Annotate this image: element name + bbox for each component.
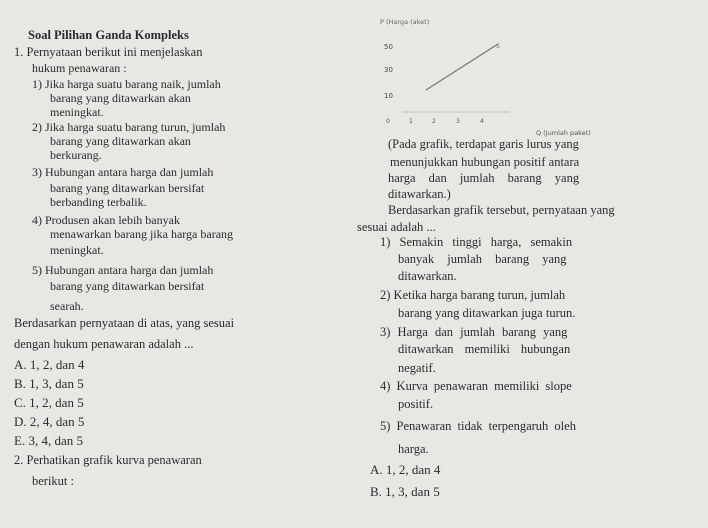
graph-x-tick-3: 3 bbox=[456, 118, 460, 125]
q2-statement-5-l2: harga. bbox=[398, 442, 429, 456]
supply-curve-graph bbox=[380, 4, 620, 140]
q2-statement-2-l2: barang yang ditawarkan juga turun. bbox=[398, 306, 576, 320]
q2-statement-3-l3: negatif. bbox=[398, 361, 436, 375]
curve-label: S bbox=[496, 43, 500, 50]
graph-y-label: P (Harga (aket) bbox=[380, 18, 430, 26]
q1-option-b[interactable]: B. 1, 3, dan 5 bbox=[14, 376, 84, 391]
q2-statement-5-l1: 5) Penawaran tidak terpengaruh oleh bbox=[380, 419, 576, 433]
supply-line bbox=[426, 44, 498, 90]
q1-question-l2: dengan hukum penawaran adalah ... bbox=[14, 337, 194, 351]
q1-question-l1: Berdasarkan pernyataan di atas, yang sesuai bbox=[14, 316, 235, 330]
q1-statement-2-l3: berkurang. bbox=[50, 148, 102, 162]
left-column bbox=[14, 28, 334, 490]
q1-option-e[interactable]: E. 3, 4, dan 5 bbox=[14, 433, 83, 448]
q2-statement-4-l1: 4) Kurva penawaran memiliki slope bbox=[380, 379, 572, 393]
caption-l1: (Pada grafik, terdapat garis lurus yang bbox=[388, 137, 579, 151]
q1-statement-2-l1: 2) Jika harga suatu barang turun, jumlah bbox=[32, 120, 226, 134]
graph-y-tick-10: 10 bbox=[384, 92, 393, 100]
graph-x-tick-4: 4 bbox=[480, 118, 484, 125]
q1-statement-3-l1: 3) Hubungan antara harga dan jumlah bbox=[32, 165, 214, 179]
graph-x-tick-2: 2 bbox=[432, 118, 436, 125]
q2-statement-3-l2: ditawarkan memiliki hubungan bbox=[398, 342, 571, 356]
q2-statement-3-l1: 3) Harga dan jumlah barang yang bbox=[380, 325, 568, 339]
q1-statement-4-l2: menawarkan barang jika harga barang bbox=[50, 227, 234, 241]
q1-statement-1-l2: barang yang ditawarkan akan bbox=[50, 91, 191, 105]
caption-l2: menunjukkan hubungan positif antara bbox=[390, 155, 580, 169]
q1-line-2: hukum penawaran : bbox=[32, 61, 127, 75]
graph-x-tick-0: 0 bbox=[386, 118, 390, 125]
q1-statement-1-l3: meningkat. bbox=[50, 105, 104, 119]
q1-statement-5-l3: searah. bbox=[50, 299, 84, 313]
q1-statement-3-l2: barang yang ditawarkan bersifat bbox=[50, 181, 205, 195]
q1-line-1: 1. Pernyataan berikut ini menjelaskan bbox=[14, 45, 203, 59]
q2-statement-1-l3: ditawarkan. bbox=[398, 269, 457, 283]
q2-statement-4-l2: positif. bbox=[398, 397, 434, 411]
q1-option-d[interactable]: D. 2, 4, dan 5 bbox=[14, 414, 85, 429]
q2-question-l2: sesuai adalah ... bbox=[357, 220, 436, 234]
graph-x-tick-1: 1 bbox=[409, 118, 413, 125]
q2-option-b[interactable]: B. 1, 3, dan 5 bbox=[370, 484, 440, 499]
q1-statement-5-l2: barang yang ditawarkan bersifat bbox=[50, 279, 205, 293]
graph-y-tick-30: 30 bbox=[384, 66, 393, 74]
q2-option-a[interactable]: A. 1, 2, dan 4 bbox=[370, 462, 441, 477]
q1-statement-1-l1: 1) Jika harga suatu barang naik, jumlah bbox=[32, 77, 221, 91]
q1-option-a[interactable]: A. 1, 2, dan 4 bbox=[14, 357, 85, 372]
q2-statement-2-l1: 2) Ketika harga barang turun, jumlah bbox=[380, 288, 566, 302]
q1-statement-3-l3: berbanding terbalik. bbox=[50, 195, 147, 209]
graph-x-label: Q (Jumlah paket) bbox=[536, 129, 591, 137]
caption-l3: harga dan jumlah barang yang bbox=[388, 171, 580, 185]
q2-line-2: berikut : bbox=[32, 474, 75, 488]
q1-statement-4-l1: 4) Produsen akan lebih banyak bbox=[32, 213, 180, 227]
section-title: Soal Pilihan Ganda Kompleks bbox=[28, 28, 189, 42]
graph-y-tick-50: 50 bbox=[384, 43, 393, 51]
q2-statement-1-l2: banyak jumlah barang yang bbox=[398, 252, 567, 266]
q2-question-l1: Berdasarkan grafik tersebut, pernyataan yang bbox=[388, 203, 615, 217]
caption-l4: ditawarkan.) bbox=[388, 187, 451, 201]
q1-statement-4-l3: meningkat. bbox=[50, 243, 104, 257]
q2-statement-1-l1: 1) Semakin tinggi harga, semakin bbox=[380, 235, 573, 249]
q1-statement-5-l1: 5) Hubungan antara harga dan jumlah bbox=[32, 263, 214, 277]
q1-statement-2-l2: barang yang ditawarkan akan bbox=[50, 134, 191, 148]
q1-option-c[interactable]: C. 1, 2, dan 5 bbox=[14, 395, 84, 410]
q2-line-1: 2. Perhatikan grafik kurva penawaran bbox=[14, 453, 202, 467]
